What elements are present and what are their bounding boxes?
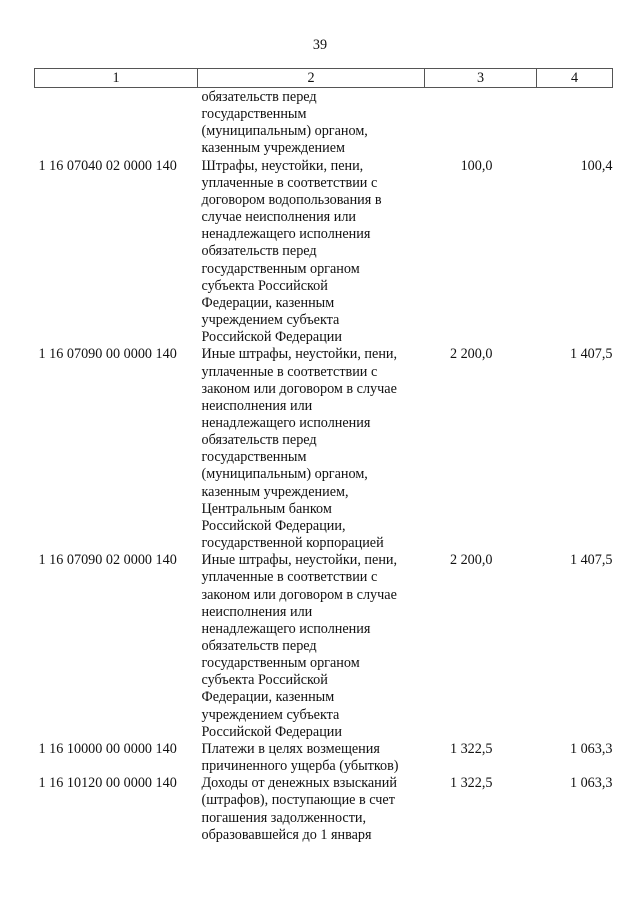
- plan-value: 1 322,5: [449, 740, 493, 757]
- income-name-line: обязательств перед: [201, 89, 317, 105]
- income-name: [198, 88, 425, 158]
- income-name: [198, 158, 425, 347]
- income-name-line: неисполнения или: [201, 397, 313, 414]
- actual-value: 1 407,5: [569, 552, 613, 569]
- income-name-line: ненадлежащего исполнения: [201, 620, 371, 637]
- income-name-line: уплаченные в соответствии с: [201, 569, 378, 586]
- income-name-line: погашения задолженности,: [201, 809, 367, 826]
- income-name-line: уплаченные в соответствии с: [201, 174, 378, 191]
- revenue-table: [34, 68, 613, 844]
- income-name: [198, 552, 425, 741]
- plan-value: 1 322,5: [449, 775, 493, 792]
- budget-code: 1 16 10000 00 0000 140: [38, 740, 177, 757]
- income-name-line: (штрафов), поступающие в счет: [201, 792, 395, 809]
- header-col-2: 2: [198, 69, 425, 88]
- table-row: [35, 346, 613, 552]
- table-row: [35, 88, 613, 158]
- actual-value: 100,4: [580, 157, 613, 174]
- table-row: [35, 741, 613, 775]
- income-name-line: ненадлежащего исполнения: [201, 226, 371, 243]
- budget-code: 1 16 07040 02 0000 140: [38, 157, 177, 174]
- income-name-line: государственным органом: [201, 260, 360, 277]
- income-name: [198, 741, 425, 775]
- income-name-line: казенным учреждением,: [201, 483, 349, 500]
- page-number: 39: [312, 37, 328, 53]
- budget-code: [35, 88, 198, 158]
- income-name-line: обязательств перед: [201, 432, 317, 449]
- income-name-line: (муниципальным) органом,: [201, 466, 368, 483]
- income-name-line: учреждением субъекта: [201, 706, 340, 723]
- header-col-1: 1: [35, 69, 198, 88]
- income-name-line: Доходы от денежных взысканий: [201, 775, 397, 792]
- actual-value: 1 063,3: [569, 775, 613, 792]
- income-name-line: государственной корпорацией: [201, 535, 384, 552]
- income-name-line: ненадлежащего исполнения: [201, 414, 371, 431]
- plan-value: 2 200,0: [449, 346, 493, 363]
- income-name-line: Федерации, казенным: [201, 689, 335, 706]
- header-row: [35, 69, 613, 88]
- table-row: [35, 775, 613, 844]
- income-name-line: обязательств перед: [201, 638, 317, 654]
- income-name-line: казенным учреждением: [201, 140, 346, 157]
- income-name-line: Российской Федерации: [201, 329, 342, 346]
- income-name-line: уплаченные в соответствии с: [201, 363, 378, 380]
- income-name-line: государственным органом: [201, 655, 360, 672]
- income-name: [198, 346, 425, 552]
- income-name-line: причиненного ущерба (убытков): [201, 758, 399, 775]
- income-name-line: Федерации, казенным: [201, 294, 335, 311]
- plan-value: 2 200,0: [449, 552, 493, 569]
- income-name-line: субъекта Российской: [201, 672, 328, 689]
- budget-code: 1 16 07090 02 0000 140: [38, 552, 177, 569]
- income-name-line: (муниципальным) органом,: [201, 123, 368, 140]
- income-name-line: Штрафы, неустойки, пени,: [201, 157, 364, 174]
- income-name-line: государственным: [201, 449, 307, 466]
- header-col-3: 3: [425, 69, 537, 88]
- income-name-line: Российской Федерации: [201, 723, 342, 740]
- income-name-line: договором водопользования в: [201, 191, 382, 208]
- plan-value: 100,0: [460, 157, 493, 174]
- table-row: [35, 158, 613, 347]
- income-name-line: законом или договором в случае: [201, 380, 397, 397]
- income-name-line: Российской Федерации,: [201, 517, 346, 534]
- plan-value: [425, 88, 537, 158]
- income-name-line: субъекта Российской: [201, 277, 328, 294]
- table-row: [35, 552, 613, 741]
- income-name-line: случае неисполнения или: [201, 209, 357, 226]
- income-name-line: Иные штрафы, неустойки, пени,: [201, 346, 398, 363]
- budget-code: 1 16 10120 00 0000 140: [38, 775, 177, 792]
- actual-value: 1 063,3: [569, 740, 613, 757]
- income-name-line: обязательств перед: [201, 243, 317, 260]
- income-name-line: Центральным банком: [201, 500, 332, 517]
- income-name-line: государственным: [201, 106, 307, 123]
- header-col-4: 4: [537, 69, 613, 88]
- income-name-line: образовавшейся до 1 января: [201, 826, 372, 843]
- income-name-line: законом или договором в случае: [201, 586, 397, 603]
- income-name-line: учреждением субъекта: [201, 312, 340, 329]
- income-name-line: Платежи в целях возмещения: [201, 740, 380, 757]
- income-name: [198, 775, 425, 844]
- budget-code: 1 16 07090 00 0000 140: [38, 346, 177, 363]
- income-name-line: Иные штрафы, неустойки, пени,: [201, 552, 398, 569]
- actual-value: [537, 88, 613, 158]
- actual-value: 1 407,5: [569, 346, 613, 363]
- income-name-line: неисполнения или: [201, 603, 313, 620]
